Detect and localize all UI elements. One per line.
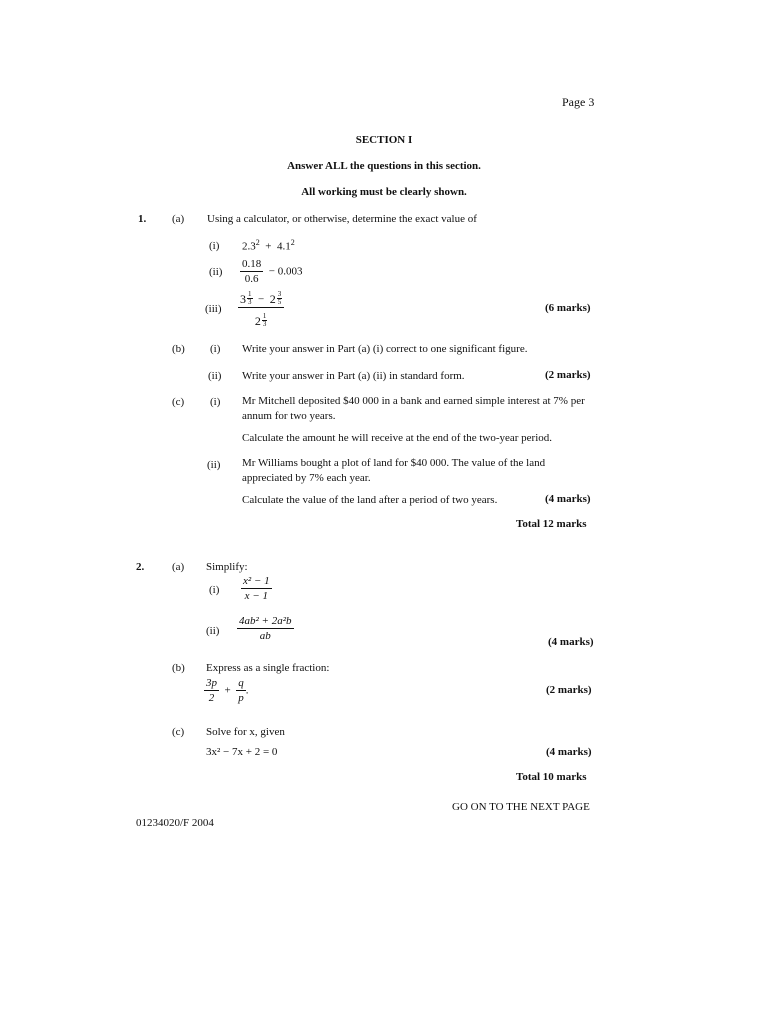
q1b-label: (b) (172, 343, 185, 355)
paper-code: 01234020/F 2004 (136, 817, 214, 829)
q1a-i-expression: $2.3^2 + 4.1^2$ (242, 238, 295, 253)
q2a-ii-fraction: $\frac{\text{4ab² + 2a²b}}{ab}$ (239, 615, 292, 642)
q1c-i-label: (i) (210, 396, 221, 408)
q1b-i-label: (i) (210, 343, 221, 355)
go-on-next-page: GO ON TO THE NEXT PAGE (452, 801, 590, 813)
q2a-ii-label: (ii) (206, 625, 220, 637)
q2b-expression: $\frac{3p}{2}$ + $\frac{q}{p}$ . (206, 677, 249, 704)
q1c-marks: (4 marks) (545, 493, 591, 505)
q1-number: 1. (138, 213, 147, 225)
q2c-text: Solve for x, given (206, 726, 285, 738)
q1a-ii-label: (ii) (209, 266, 223, 278)
q2a-i-fraction: $\frac{\text{x² − 1}}{x - 1}$ (243, 575, 270, 602)
q2b-text: Express as a single fraction: (206, 662, 330, 674)
q2a-i-label: (i) (209, 584, 220, 596)
q2c-label: (c) (172, 726, 185, 738)
q2b-marks: (2 marks) (546, 684, 592, 696)
q1a-iii-label: (iii) (205, 303, 222, 315)
q1b-marks: (2 marks) (545, 369, 591, 381)
q1c-label: (c) (172, 396, 185, 408)
q1a-i-label: (i) (209, 240, 220, 252)
q2b-label: (b) (172, 662, 185, 674)
q1b-ii-label: (ii) (208, 370, 222, 382)
q1a-ii-expression: $\frac{0.18}{0.6}$ − 0.003 (242, 258, 303, 285)
q2c-equation: 3x² − 7x + 2 = 0 (206, 746, 278, 758)
q1c-i-line1: Mr Mitchell deposited $40 000 in a bank and earned simple interest at 7% per (242, 395, 585, 407)
instruction-working: All working must be clearly shown. (301, 186, 467, 198)
q1c-i-line3: Calculate the amount he will receive at the end of the two-year period. (242, 432, 553, 444)
page-number: Page 3 (562, 95, 595, 109)
q1-total: Total 12 marks (516, 518, 587, 530)
q1a-text: Using a calculator, or otherwise, determine the exact value of (207, 213, 477, 225)
q1c-i-line2: annum for two years. (242, 410, 336, 422)
q1a-marks: (6 marks) (545, 302, 591, 314)
q1b-ii-text: Write your answer in Part (a) (ii) in standard form. (242, 370, 465, 382)
q1a-iii-expression: 3 1 3 − 2 3 5 2 1 3 (238, 291, 284, 328)
q1c-ii-line3: Calculate the value of the land after a period of two years. (242, 494, 498, 506)
q2c-marks: (4 marks) (546, 746, 592, 758)
q1b-i-text: Write your answer in Part (a) (i) correct to one significant figure. (242, 343, 528, 355)
q2-number: 2. (136, 561, 145, 573)
q1c-ii-line1: Mr Williams bought a plot of land for $40 000. The value of the land (242, 457, 546, 469)
q2a-label: (a) (172, 561, 185, 573)
section-title: SECTION I (355, 134, 413, 146)
instruction-all-questions: Answer ALL the questions in this section. (287, 160, 481, 172)
q2-total: Total 10 marks (516, 771, 587, 783)
q2a-text: Simplify: (206, 561, 248, 573)
q1c-ii-line2: appreciated by 7% each year. (242, 472, 371, 484)
q1c-ii-label: (ii) (207, 459, 221, 471)
q2a-marks: (4 marks) (548, 636, 594, 648)
q1a-label: (a) (172, 213, 185, 225)
